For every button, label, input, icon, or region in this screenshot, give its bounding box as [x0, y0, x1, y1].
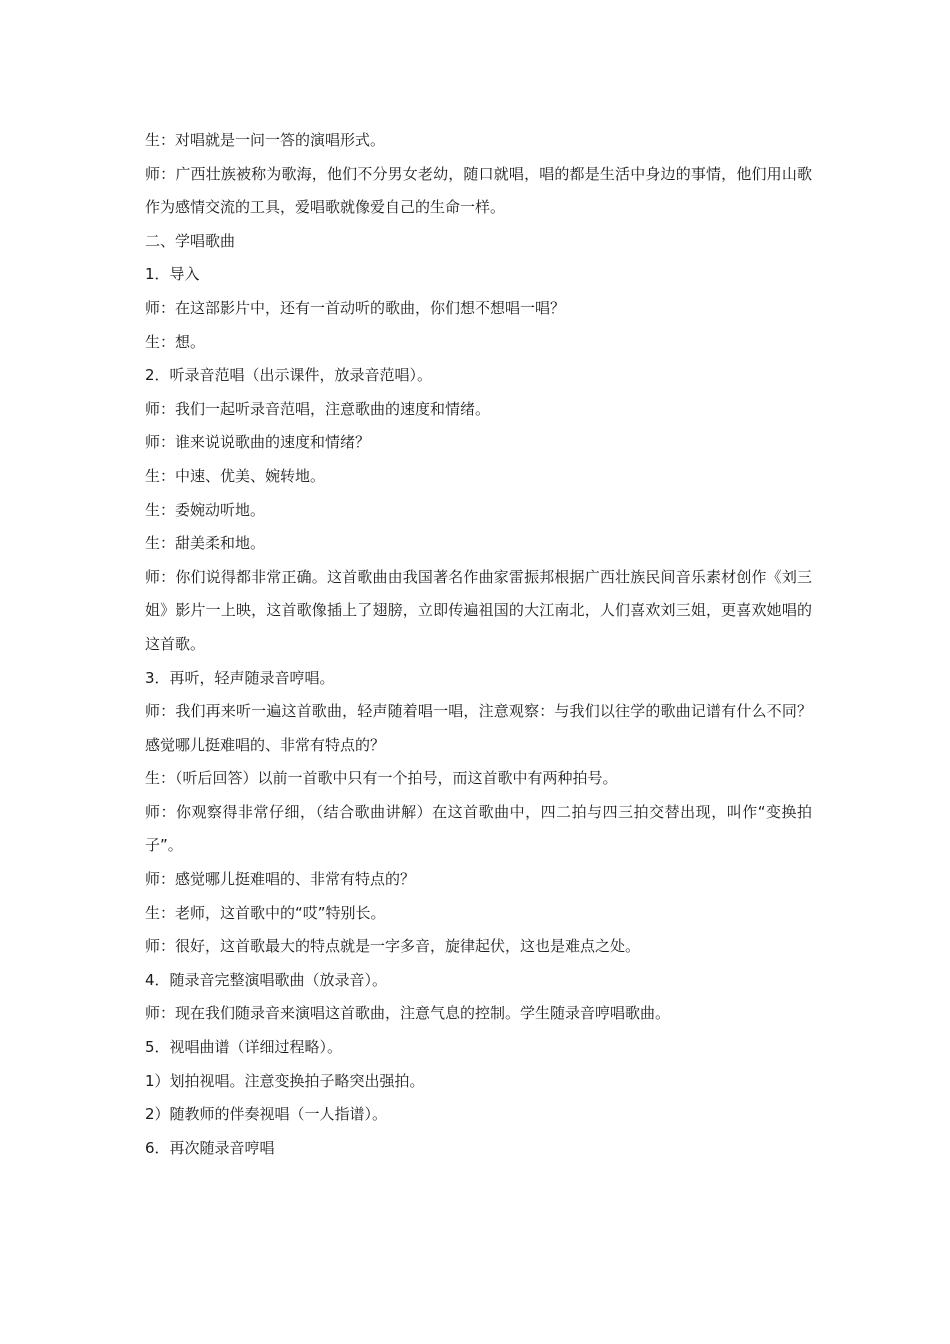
paragraph-teacher-correct: 师：你们说得都非常正确。这首歌曲由我国著名作曲家雷振邦根据广西壮族民间音乐素材创作《刘三姐》影片一上映，这首歌像插上了翅膀，立即传遍祖国的大江南北，人们喜欢刘三姐，更喜欢她唱的这首歌。 — [145, 567, 812, 653]
paragraph-teacher-guangxi: 师：广西壮族被称为歌海，他们不分男女老幼，随口就唱，唱的都是生活中身边的事情，他们用山歌作为感情交流的工具，爱唱歌就像爱自己的生命一样。 — [145, 164, 812, 217]
step-heading-intro: 1．导入 — [145, 265, 200, 284]
paragraph-teacher-meter-change: 师：你观察得非常仔细，（结合歌曲讲解）在这首歌曲中，四二拍与四三拍交替出现，叫作“变换拍子”。 — [145, 802, 812, 855]
paragraph-teacher-observe: 师：我们再来听一遍这首歌曲，轻声随着唱一唱，注意观察：与我们以往学的歌曲记谱有什么不同？感觉哪儿挺难唱的、非常有特点的？ — [145, 702, 812, 754]
paragraph-teacher-melisma: 师：很好，这首歌最大的特点就是一字多音，旋律起伏，这也是难点之处。 — [145, 937, 641, 956]
paragraph-teacher-difficult: 师：感觉哪儿挺难唱的、非常有特点的？ — [145, 870, 416, 889]
paragraph-student-sweet: 生：甜美柔和地。 — [145, 534, 266, 553]
paragraph-student-medium: 生：中速、优美、婉转地。 — [145, 466, 326, 485]
paragraph-teacher-breath: 师：现在我们随录音来演唱这首歌曲，注意气息的控制。学生随录音哼唱歌曲。 — [145, 1004, 671, 1023]
section-heading-learn-song: 二、学唱歌曲 — [145, 231, 236, 250]
paragraph-student-ai-long: 生：老师，这首歌中的“哎”特别长。 — [145, 903, 386, 922]
step-heading-full-sing: 4．随录音完整演唱歌曲（放录音）。 — [145, 970, 388, 989]
paragraph-teacher-speed: 师：谁来说说歌曲的速度和情绪？ — [145, 433, 371, 452]
paragraph-student-want: 生：想。 — [145, 332, 206, 351]
step-heading-hum: 3．再听，轻声随录音哼唱。 — [145, 668, 335, 687]
substep-accompaniment: 2）随教师的伴奏视唱（一人指谱）。 — [145, 1105, 388, 1124]
substep-beat: 1）划拍视唱。注意变换拍子略突出强拍。 — [145, 1071, 425, 1090]
step-heading-hum-again: 6．再次随录音哼唱 — [145, 1138, 275, 1157]
paragraph-student-gentle: 生：委婉动听地。 — [145, 500, 266, 519]
paragraph-teacher-question: 师：在这部影片中，还有一首动听的歌曲，你们想不想唱一唱？ — [145, 298, 566, 317]
step-heading-listen: 2．听录音范唱（出示课件，放录音范唱）。 — [145, 366, 433, 385]
paragraph-student-answer-duet: 生：对唱就是一问一答的演唱形式。 — [145, 131, 386, 149]
step-heading-sight-sing: 5．视唱曲谱（详细过程略）。 — [145, 1038, 343, 1057]
paragraph-teacher-listen: 师：我们一起听录音范唱，注意歌曲的速度和情绪。 — [145, 399, 491, 418]
paragraph-student-time-signature: 生：（听后回答）以前一首歌中只有一个拍号，而这首歌中有两种拍号。 — [145, 769, 618, 788]
document-body — [145, 124, 812, 1165]
